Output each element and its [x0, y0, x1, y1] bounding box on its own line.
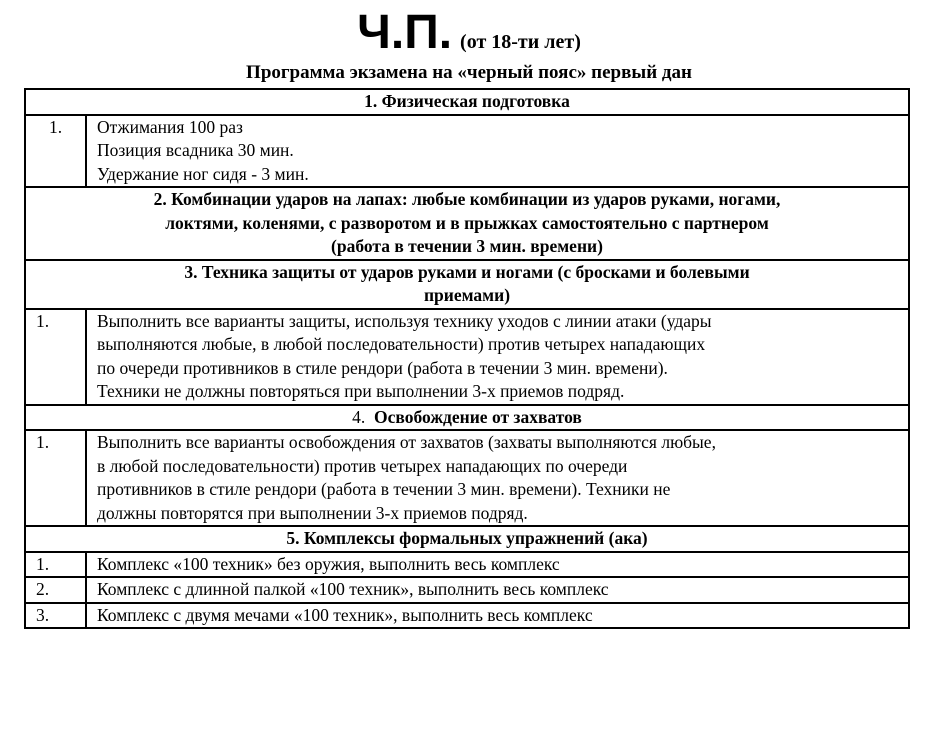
section-5-item-row-2 [25, 577, 909, 603]
section-2-heading [25, 187, 909, 260]
item-number: 1. [25, 309, 86, 405]
section-2-heading-row [25, 187, 909, 260]
section-3-item-row [25, 309, 909, 405]
section-3-heading [25, 260, 909, 309]
section-4-number: 4. [352, 406, 366, 427]
item-text: Комплекс с двумя мечами «100 техник», выполнить весь комплекс [86, 603, 909, 629]
heading-line: приемами) [423, 285, 511, 305]
item-text [86, 430, 909, 526]
heading-line: локтями, коленями, с разворотом и в прыжках самостоятельно с партнером [165, 212, 769, 233]
section-4-heading-row [25, 405, 909, 431]
item-line: Техники не должны повторяться при выполнении 3-х приемов подряд. [97, 381, 625, 401]
item-number: 1. [25, 115, 86, 188]
heading-line: (работа в течении 3 мин. времени) [331, 236, 603, 256]
heading-line: 3. Техника защиты от ударов руками и ногами (с бросками и болевыми [184, 261, 750, 282]
section-4-item-row [25, 430, 909, 526]
section-3-heading-row [25, 260, 909, 309]
document-subtitle: Программа экзамена на «черный пояс» первый дан [246, 62, 692, 83]
item-number: 1. [25, 552, 86, 578]
item-text: Комплекс с длинной палкой «100 техник», выполнить весь комплекс [86, 577, 909, 603]
section-1-item-row [25, 115, 909, 188]
title-age: (от 18-ти лет) [460, 31, 581, 53]
section-5-heading-row [25, 526, 909, 552]
item-line: Выполнить все варианты защиты, используя технику уходов с линии атаки (удары [97, 310, 712, 331]
item-line: в любой последовательности) против четырех нападающих по очереди [97, 455, 628, 476]
document-title [0, 8, 938, 58]
item-line: должны повторятся при выполнении 3-х приемов подряд. [97, 502, 528, 523]
heading-line: 2. Комбинации ударов на лапах: любые комбинации из ударов руками, ногами, [153, 189, 781, 209]
section-1-heading-row [25, 89, 909, 115]
item-number: 2. [25, 577, 86, 603]
item-line: противников в стиле рендори (работа в течении 3 мин. времени). Техники не [97, 479, 671, 499]
item-text: Комплекс «100 техник» без оружия, выполнить весь комплекс [86, 552, 909, 578]
section-5-item-row-3 [25, 603, 909, 629]
item-text [86, 115, 909, 188]
section-5-item-row-1 [25, 552, 909, 578]
item-line: Отжимания 100 раз [97, 116, 243, 137]
item-line: выполняются любые, в любой последовательности) против четырех нападающих [97, 334, 706, 354]
item-line: Выполнить все варианты освобождения от захватов (захваты выполняются любые, [97, 432, 716, 452]
item-line: Удержание ног сидя - 3 мин. [97, 163, 309, 184]
item-line: Позиция всадника 30 мин. [97, 140, 294, 160]
item-number: 3. [25, 603, 86, 629]
item-line: по очереди противников в стиле рендори (работа в течении 3 мин. времени). [97, 357, 668, 378]
item-number: 1. [25, 430, 86, 526]
section-4-title: Освобождение от захватов [374, 406, 582, 427]
exam-program-table [24, 88, 910, 629]
item-text [86, 309, 909, 405]
section-1-heading: 1. Физическая подготовка [25, 89, 909, 115]
title-main: Ч.П. [357, 6, 453, 59]
section-5-heading: 5. Комплексы формальных упражнений (ака) [25, 526, 909, 552]
section-4-heading [25, 405, 909, 431]
